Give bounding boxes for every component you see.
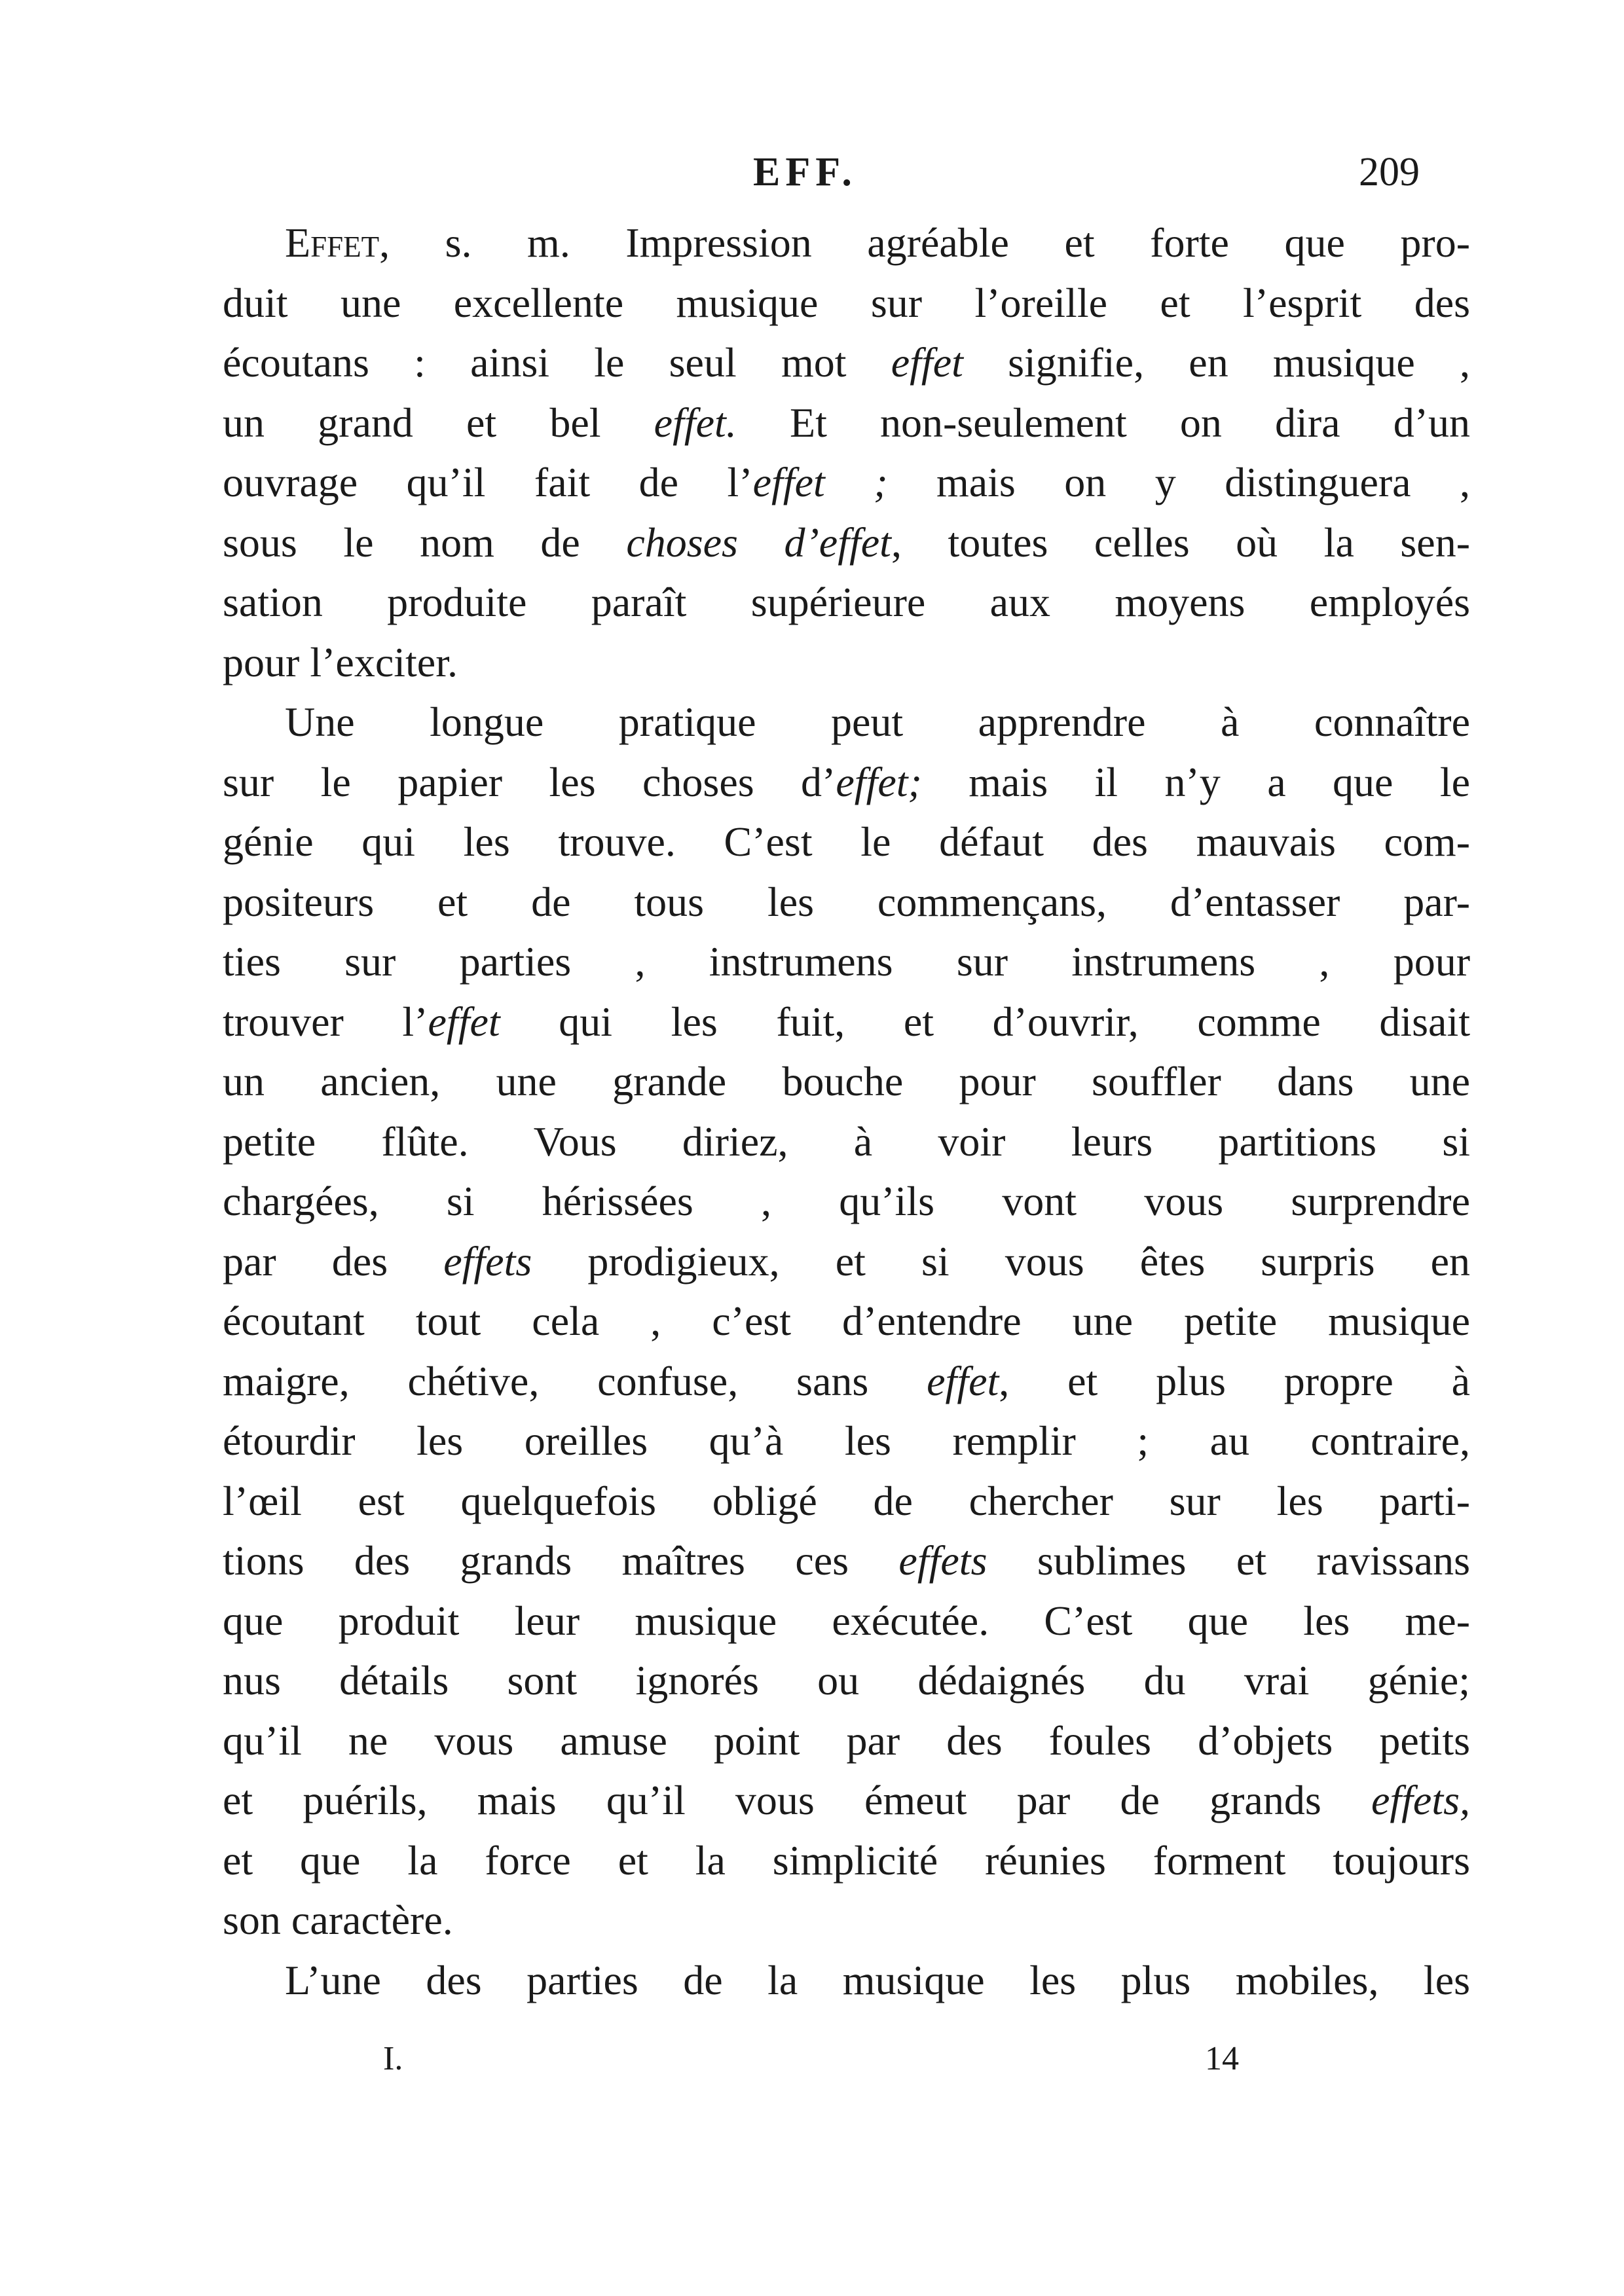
text-line <box>223 992 1470 1052</box>
text-run: qui les fuit, et d’ouvrir, comme disait <box>500 998 1471 1045</box>
text-run: un ancien, une grande bouche pour souffler dans une <box>223 1058 1470 1104</box>
italic-term: effet. <box>654 399 737 446</box>
text-line <box>223 1770 1470 1831</box>
text-run: écoutans : ainsi le seul mot <box>223 339 891 386</box>
text-run: l’œil est quelquefois obligé de chercher sur les parti- <box>223 1477 1470 1524</box>
text-line <box>223 1291 1470 1351</box>
text-line <box>223 1171 1470 1231</box>
text-line <box>223 1531 1470 1591</box>
text-run: chargées, si hérissées , qu’ils vont vous surprendre <box>223 1178 1470 1224</box>
text-run: maigre, chétive, confuse, sans <box>223 1357 927 1404</box>
text-line <box>223 752 1470 812</box>
text-run: qu’il ne vous amuse point par des foules d’objets petits <box>223 1717 1470 1764</box>
text-line <box>223 692 1470 752</box>
italic-term: effet; <box>836 758 922 805</box>
page-number: 209 <box>1359 150 1420 194</box>
text-run: , et plus propre à <box>999 1357 1470 1404</box>
text-run: prodigieux, et si vous êtes surpris en <box>532 1237 1471 1285</box>
text-run: par des <box>223 1237 444 1285</box>
text-run: sous le nom de <box>223 519 627 566</box>
text-line <box>223 513 1470 573</box>
text-line <box>223 1950 1470 2011</box>
text-run: L’une des parties de la musique les plus mobiles, les <box>285 1956 1470 2003</box>
text-run: étourdir les oreilles qu’à les remplir ; au contraire, <box>223 1417 1470 1464</box>
italic-term: effet <box>428 998 500 1045</box>
text-run: sur le papier les choses d’ <box>223 758 836 805</box>
text-line <box>223 1890 1470 1950</box>
text-run: petite flûte. Vous diriez, à voir leurs partitions si <box>223 1118 1470 1165</box>
text-line <box>223 1411 1470 1471</box>
text-run: tions des grands maîtres ces <box>223 1537 899 1584</box>
text-run: trouver l’ <box>223 998 428 1045</box>
signature-mark: I. <box>383 2040 403 2077</box>
text-run: génie qui les trouve. C’est le défaut des mauvais com- <box>223 818 1470 865</box>
text-run: son caractère. <box>223 1897 453 1943</box>
text-line <box>223 1591 1470 1651</box>
text-run: écoutant tout cela , c’est d’entendre une petite musique <box>223 1298 1470 1344</box>
text-line <box>223 333 1470 393</box>
text-run: positeurs et de tous les commençans, d’entasser par- <box>223 878 1470 925</box>
text-run: ouvrage qu’il fait de l’ <box>223 459 753 505</box>
text-line <box>223 1351 1470 1412</box>
body-text <box>223 213 1470 2010</box>
text-line <box>223 273 1470 333</box>
text-run: mais on y distinguera , <box>887 459 1471 505</box>
text-run: que produit leur musique exécutée. C’est que les me- <box>223 1597 1470 1644</box>
text-run: mais il n’y a que le <box>921 758 1471 805</box>
text-run: signifie, en musique , <box>963 339 1470 386</box>
text-line <box>223 1112 1470 1172</box>
italic-term: effet <box>927 1357 999 1404</box>
entry-headword: Effet <box>285 219 380 266</box>
text-run: sublimes et ravissans <box>987 1537 1471 1584</box>
text-line <box>223 1051 1470 1112</box>
text-line <box>223 572 1470 632</box>
text-run: nus détails sont ignorés ou dédaignés du vrai génie; <box>223 1657 1470 1704</box>
italic-term: effet <box>891 339 963 386</box>
text-run: , toutes celles où la sen- <box>891 519 1471 566</box>
italic-term: effets <box>898 1537 987 1584</box>
running-head: EFF. <box>753 150 857 194</box>
text-line <box>223 632 1470 693</box>
italic-term: effet ; <box>752 459 888 505</box>
text-run: Et non-seulement on dira d’un <box>736 399 1471 446</box>
gathering-number: 14 <box>1205 2040 1239 2077</box>
italic-term: choses d’effet <box>626 519 891 566</box>
text-line <box>223 932 1470 992</box>
italic-term: effets <box>443 1237 532 1285</box>
text-line <box>223 1231 1470 1292</box>
text-line <box>223 1650 1470 1711</box>
text-run: ties sur parties , instrumens sur instrumens , pour <box>223 938 1470 985</box>
text-run: et puérils, mais qu’il vous émeut par de grands <box>223 1777 1371 1823</box>
text-run: duit une excellente musique sur l’oreille et l’esprit des <box>223 279 1470 326</box>
italic-term: effets, <box>1371 1777 1470 1823</box>
text-run: pour l’exciter. <box>223 638 458 685</box>
text-line <box>223 1831 1470 1891</box>
text-line <box>223 393 1470 453</box>
text-run: et que la force et la simplicité réunies forment toujours <box>223 1836 1470 1884</box>
text-line <box>223 872 1470 932</box>
text-run: sation produite paraît supérieure aux moyens employés <box>223 579 1470 625</box>
text-line <box>223 812 1470 872</box>
text-run: , s. m. Impression agréable et forte que pro- <box>379 219 1470 266</box>
text-line <box>223 1471 1470 1531</box>
text-run: un grand et bel <box>223 399 654 446</box>
text-run: Une longue pratique peut apprendre à connaître <box>285 699 1470 745</box>
text-line <box>223 452 1470 513</box>
text-line <box>223 1711 1470 1771</box>
text-line <box>223 213 1470 273</box>
